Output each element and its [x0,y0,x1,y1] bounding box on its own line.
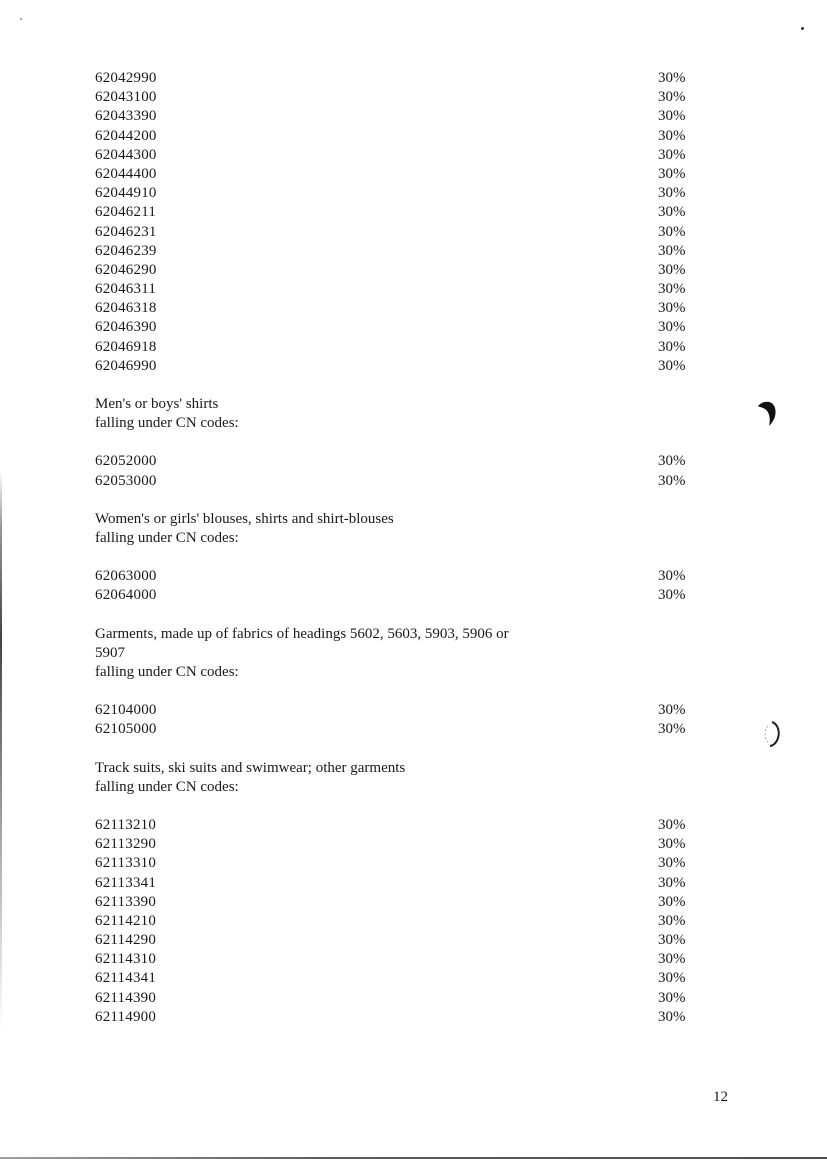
table-row [95,874,698,893]
table-row [95,989,698,1008]
spacer [95,433,735,452]
duty-rate: 30% [658,951,686,968]
table-row [95,318,698,337]
table-row [95,854,698,873]
duty-rate: 30% [658,165,686,182]
table-row [95,567,698,586]
cn-code: 62113210 [95,816,157,833]
cn-code: 62043100 [95,89,157,106]
cn-code: 62046918 [95,338,157,355]
duty-rate: 30% [658,319,686,336]
cn-code: 62064000 [95,587,157,604]
table-row [95,127,698,146]
duty-rate: 30% [658,146,686,163]
table-row [95,146,698,165]
duty-rate: 30% [658,204,686,221]
table-row [95,452,698,471]
cn-code: 62046231 [95,223,157,240]
page-number: 12 [713,1089,728,1105]
duty-rate: 30% [658,357,686,374]
spacer [95,797,735,816]
spacer [95,740,735,759]
spacer [95,682,735,701]
table-row [95,816,698,835]
section-heading-line: falling under CN codes: [95,529,239,546]
section-heading-line: Women's or girls' blouses, shirts and shirt-blouses [95,510,394,527]
duty-rate: 30% [658,127,686,144]
table-row [95,165,698,184]
duty-rate: 30% [658,70,686,86]
table-row [95,223,698,242]
duty-rate: 30% [658,338,686,355]
table-row [95,338,698,357]
section [95,491,735,606]
cn-code: 62113390 [95,893,157,910]
table-row [95,184,698,203]
spacer [95,606,735,625]
section-heading-line: falling under CN codes: [95,778,239,795]
cn-code: 62114290 [95,932,157,949]
duty-rate: 30% [658,453,686,470]
cn-code: 62104000 [95,702,157,719]
section-heading-line: falling under CN codes: [95,415,239,432]
duty-rate: 30% [658,874,686,891]
duty-rate: 30% [658,721,686,738]
table-row [95,107,698,126]
table-row [95,261,698,280]
duty-rate: 30% [658,223,686,240]
cn-code: 62114900 [95,1008,157,1025]
spacer [95,491,735,510]
cn-code: 62046390 [95,319,157,336]
cn-code: 62046318 [95,300,157,317]
cn-code: 62113310 [95,855,157,872]
duty-rate: 30% [658,281,686,298]
table-row [95,280,698,299]
duty-rate: 30% [658,587,686,604]
duty-rate: 30% [658,855,686,872]
scan-speck [20,18,22,20]
cn-code: 62105000 [95,721,157,738]
table-row [95,586,698,605]
cn-code: 62114390 [95,989,157,1006]
table-row [95,69,698,88]
duty-rate: 30% [658,816,686,833]
section [95,69,735,376]
duty-rate: 30% [658,472,686,489]
table-row [95,357,698,376]
cn-code: 62046290 [95,261,157,278]
cn-code: 62046211 [95,204,157,221]
duty-rate: 30% [658,108,686,125]
section-heading-line: Garments, made up of fabrics of headings 5602, 5603, 5903, 5906 or [95,625,509,642]
table-row [95,299,698,318]
cn-code: 62044910 [95,185,157,202]
table-row [95,203,698,222]
table-row [95,835,698,854]
cn-code: 62053000 [95,472,157,489]
table-row [95,893,698,912]
table-row [95,931,698,950]
cn-code: 62046239 [95,242,157,259]
table-row [95,701,698,720]
duty-rate: 30% [658,300,686,317]
scan-edge-shadow [0,470,2,1030]
table-row [95,1008,698,1027]
cn-code: 62113341 [95,874,157,891]
table-row [95,242,698,261]
duty-rate: 30% [658,932,686,949]
cn-code: 62044300 [95,146,157,163]
duty-rate: 30% [658,89,686,106]
duty-rate: 30% [658,1008,686,1025]
section-heading-line: Track suits, ski suits and swimwear; other garments [95,759,406,776]
duty-rate: 30% [658,702,686,719]
cn-code: 62114341 [95,970,157,987]
cn-code: 62044200 [95,127,157,144]
table-row [95,88,698,107]
table-row [95,969,698,988]
table-row [95,950,698,969]
duty-rate: 30% [658,568,686,585]
cn-code: 62042990 [95,70,157,86]
duty-rate: 30% [658,185,686,202]
cn-code: 62043390 [95,108,157,125]
punch-hole-mark [758,718,784,748]
scan-bottom-edge [0,1157,827,1159]
cn-code: 62114210 [95,912,157,929]
punch-hole-mark [755,398,781,428]
cn-code: 62052000 [95,453,157,470]
duty-rate: 30% [658,893,686,910]
cn-code: 62063000 [95,568,157,585]
cn-code: 62046311 [95,281,157,298]
cn-code: 62044400 [95,165,157,182]
table-row [95,472,698,491]
duty-rate: 30% [658,242,686,259]
cn-code: 62114310 [95,951,157,968]
cn-code: 62113290 [95,836,157,853]
section [95,606,735,740]
duty-rate: 30% [658,912,686,929]
cn-code: 62046990 [95,357,157,374]
duty-rate: 30% [658,970,686,987]
duty-rate: 30% [658,261,686,278]
tariff-list [95,69,735,1027]
section [95,376,735,491]
table-row [95,912,698,931]
section-heading-line: Men's or boys' shirts [95,396,219,412]
section-heading-line: falling under CN codes: [95,663,239,680]
section [95,740,735,1027]
duty-rate: 30% [658,989,686,1006]
section-heading-line: 5907 [95,644,125,661]
table-row [95,720,698,739]
spacer [95,376,735,395]
duty-rate: 30% [658,836,686,853]
scan-speck [801,27,804,30]
spacer [95,548,735,567]
